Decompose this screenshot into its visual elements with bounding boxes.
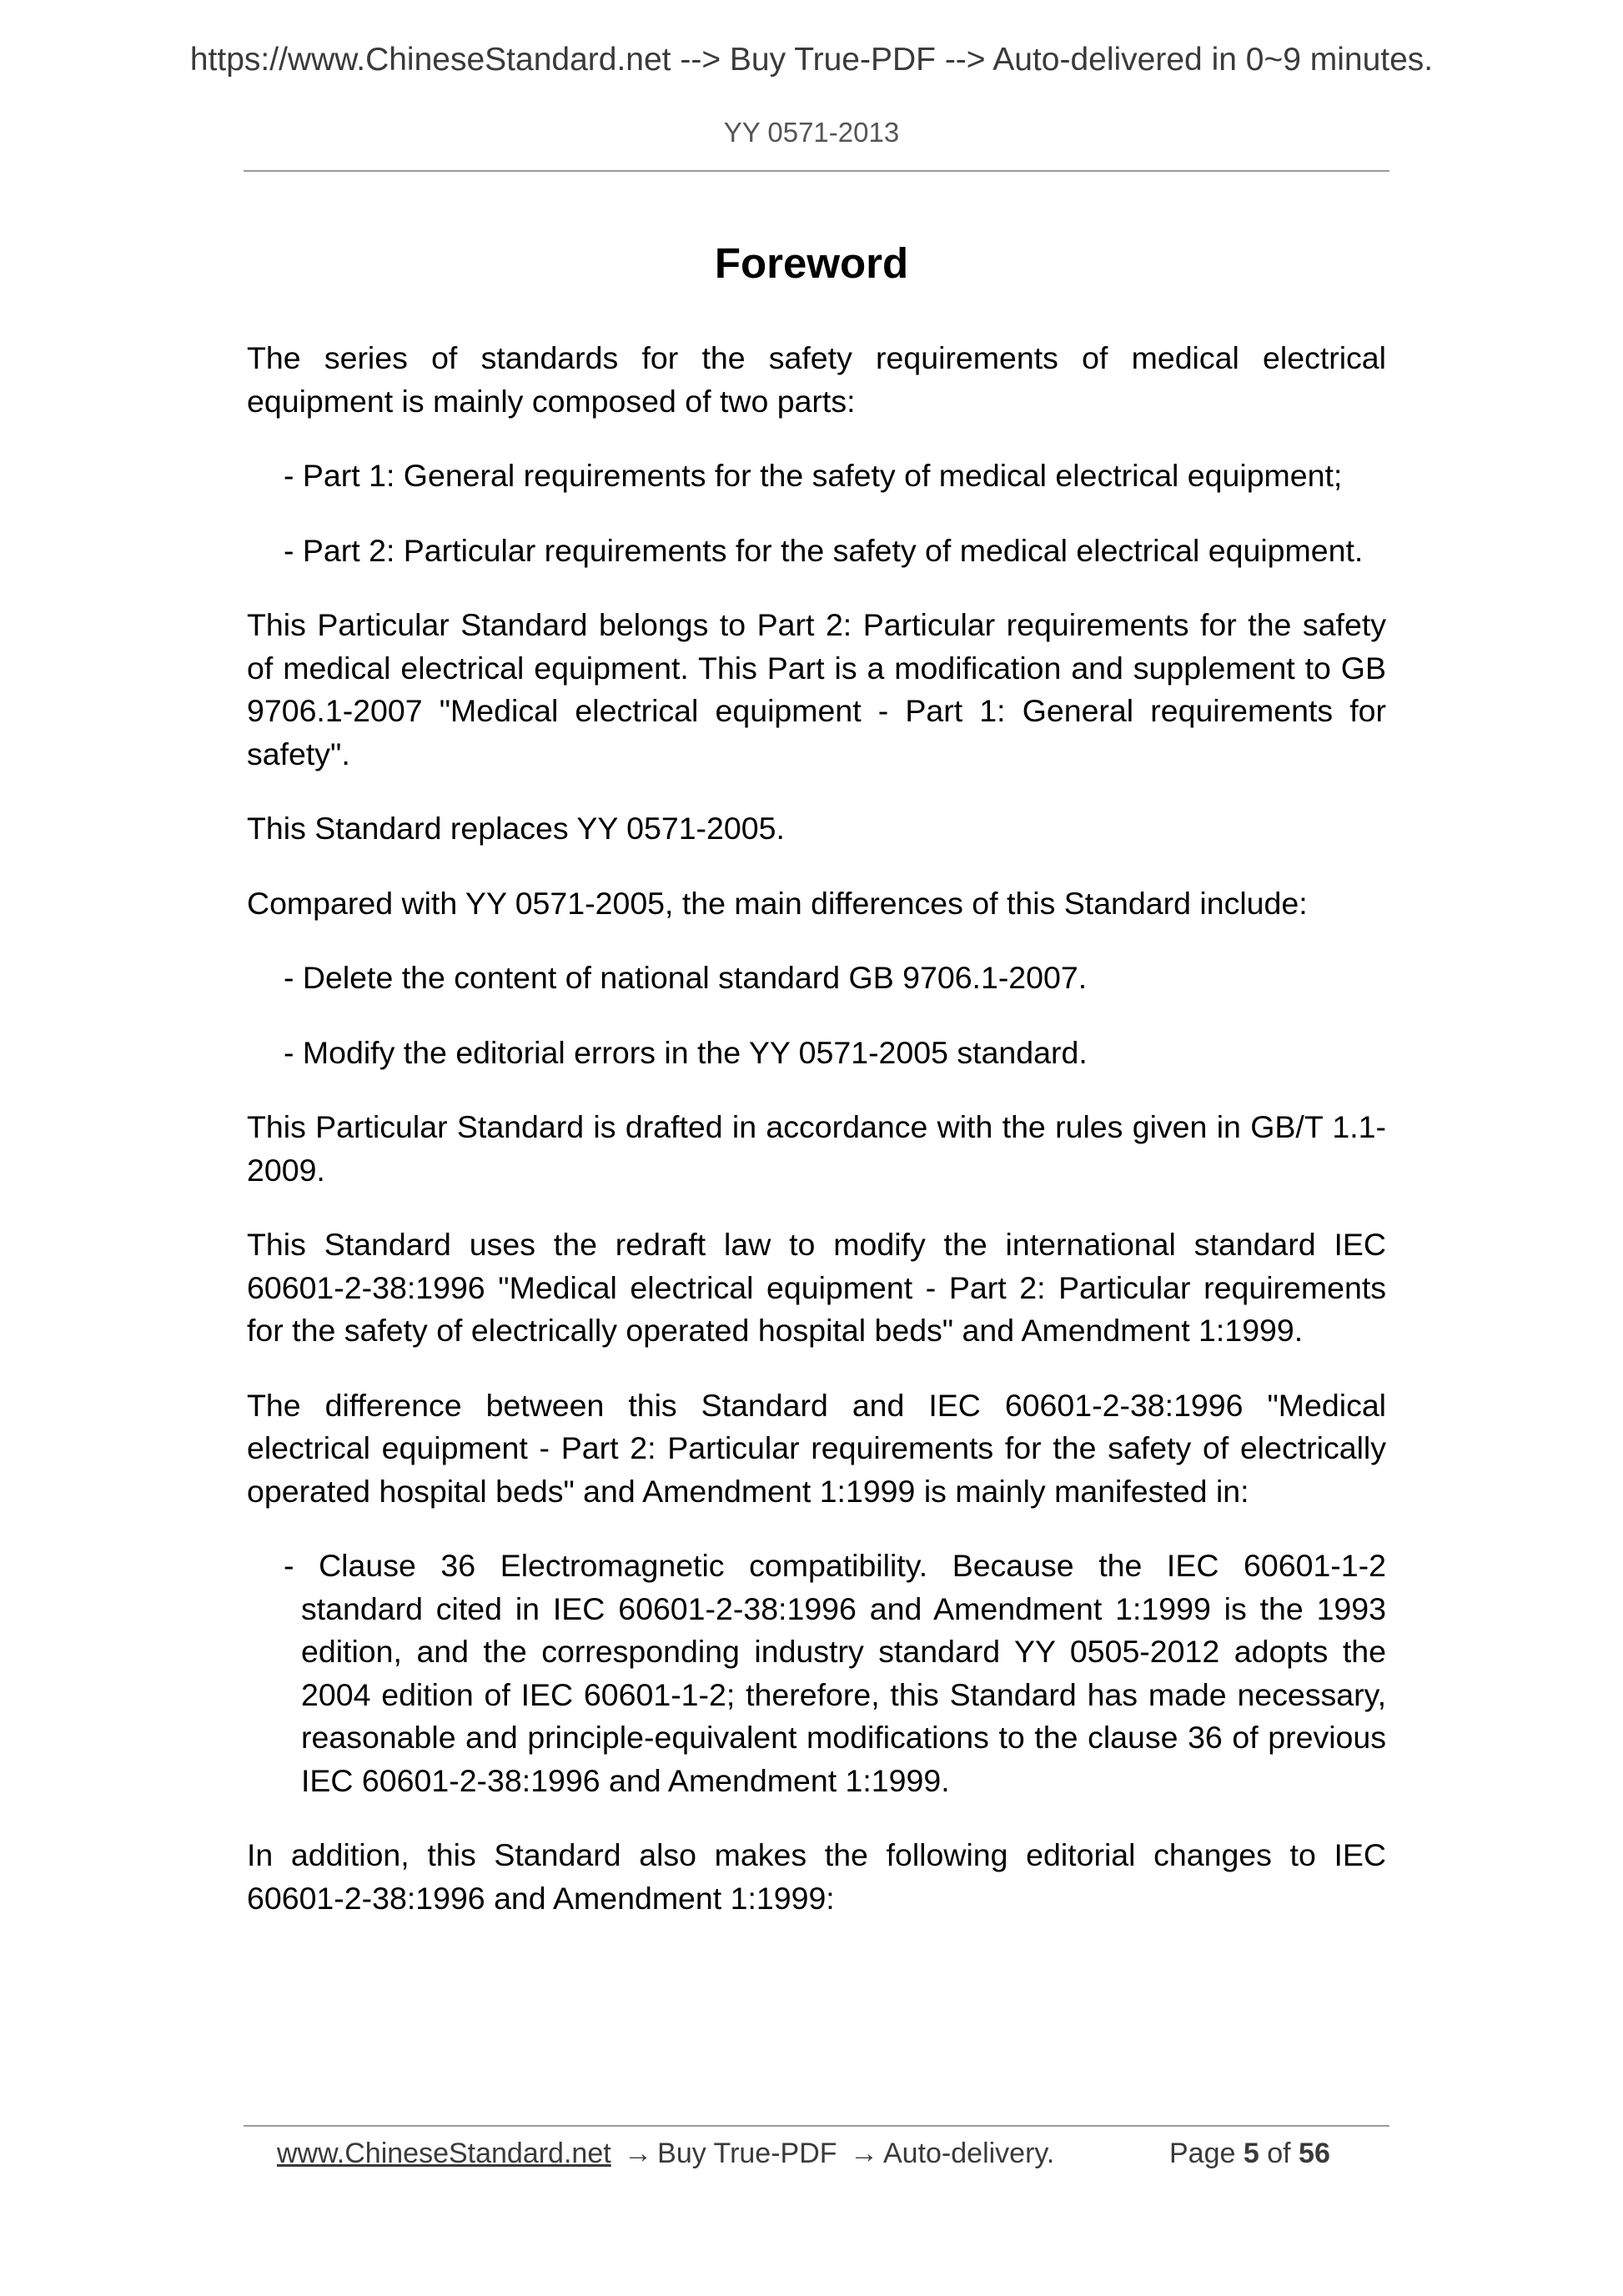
arrow-right-icon: → xyxy=(624,2138,653,2169)
page-label: Page xyxy=(1169,2138,1236,2169)
page-total: 56 xyxy=(1299,2138,1330,2169)
list-item: - Part 2: Particular requirements for the safety of medical electrical equipment. xyxy=(284,532,1364,568)
paragraph: The series of standards for the safety requirements of medical electrical equipment is mainly composed of two parts: xyxy=(247,340,1386,419)
footer-divider xyxy=(244,2125,1389,2127)
paragraph: This Standard uses the redraft law to modify the international standard IEC 60601-2-38:1996 "Medical electrical equipment - Part 2: Particular requirements for the safety of electrically operated hospital beds" and Amendment 1:1999. xyxy=(247,1227,1386,1348)
paragraph: This Standard replaces YY 0571-2005. xyxy=(247,811,785,846)
document-body xyxy=(247,337,1386,1952)
page-footer xyxy=(277,2138,1361,2170)
header-divider xyxy=(244,170,1389,172)
list-item: - Part 1: General requirements for the safety of medical electrical equipment; xyxy=(284,458,1343,493)
footer-delivery-text: Auto-delivery. xyxy=(882,2138,1055,2169)
list-item: - Delete the content of national standard GB 9706.1-2007. xyxy=(284,960,1088,995)
footer-buy-text: Buy True-PDF xyxy=(657,2138,837,2169)
footer-site-link[interactable]: www.ChineseStandard.net xyxy=(277,2138,611,2169)
top-banner[interactable]: https://www.ChineseStandard.net --> Buy True-PDF --> Auto-delivered in 0~9 minutes. xyxy=(189,42,1434,78)
arrow-right-icon: → xyxy=(849,2138,878,2169)
paragraph: This Particular Standard belongs to Part 2: Particular requirements for the safety of medical electrical equipment. This Part is a modification and supplement to GB 9706.1-2007 "Medical electrical equipment - Part 1: General requirements for safety". xyxy=(247,607,1386,771)
paragraph: In addition, this Standard also makes the following editorial changes to IEC 60601-2-38:1996 and Amendment 1:1999: xyxy=(247,1837,1386,1916)
page-title: Foreword xyxy=(714,239,909,287)
page-of-label: of xyxy=(1267,2138,1291,2169)
page-number xyxy=(1169,2138,1330,2170)
list-item: - Modify the editorial errors in the YY 0571-2005 standard. xyxy=(284,1034,1088,1070)
paragraph: The difference between this Standard and IEC 60601-2-38:1996 "Medical electrical equipment - Part 2: Particular requirements for the safety of electrically operated hospital beds" and Amendment 1:1999 is mainly manifested in: xyxy=(247,1387,1386,1509)
paragraph: Compared with YY 0571-2005, the main differences of this Standard include: xyxy=(247,885,1308,921)
paragraph: This Particular Standard is drafted in accordance with the rules given in GB/T 1.1-2009. xyxy=(247,1109,1386,1188)
page-current: 5 xyxy=(1243,2138,1259,2169)
document-code: YY 0571-2013 xyxy=(723,117,900,148)
list-item: - Clause 36 Electromagnetic compatibility. Because the IEC 60601-1-2 standard cited in IEC 60601-2-38:1996 and Amendment 1:1999 is the 1993 edition, and the corresponding industry standard YY 0505-2012 adopts the 2004 edition of IEC 60601-1-2; therefore, this Standard has made necessary, reasonable and principle-equivalent modifications to the clause 36 of previous IEC 60601-2-38:1996 and Amendment 1:1999. xyxy=(284,1548,1386,1798)
